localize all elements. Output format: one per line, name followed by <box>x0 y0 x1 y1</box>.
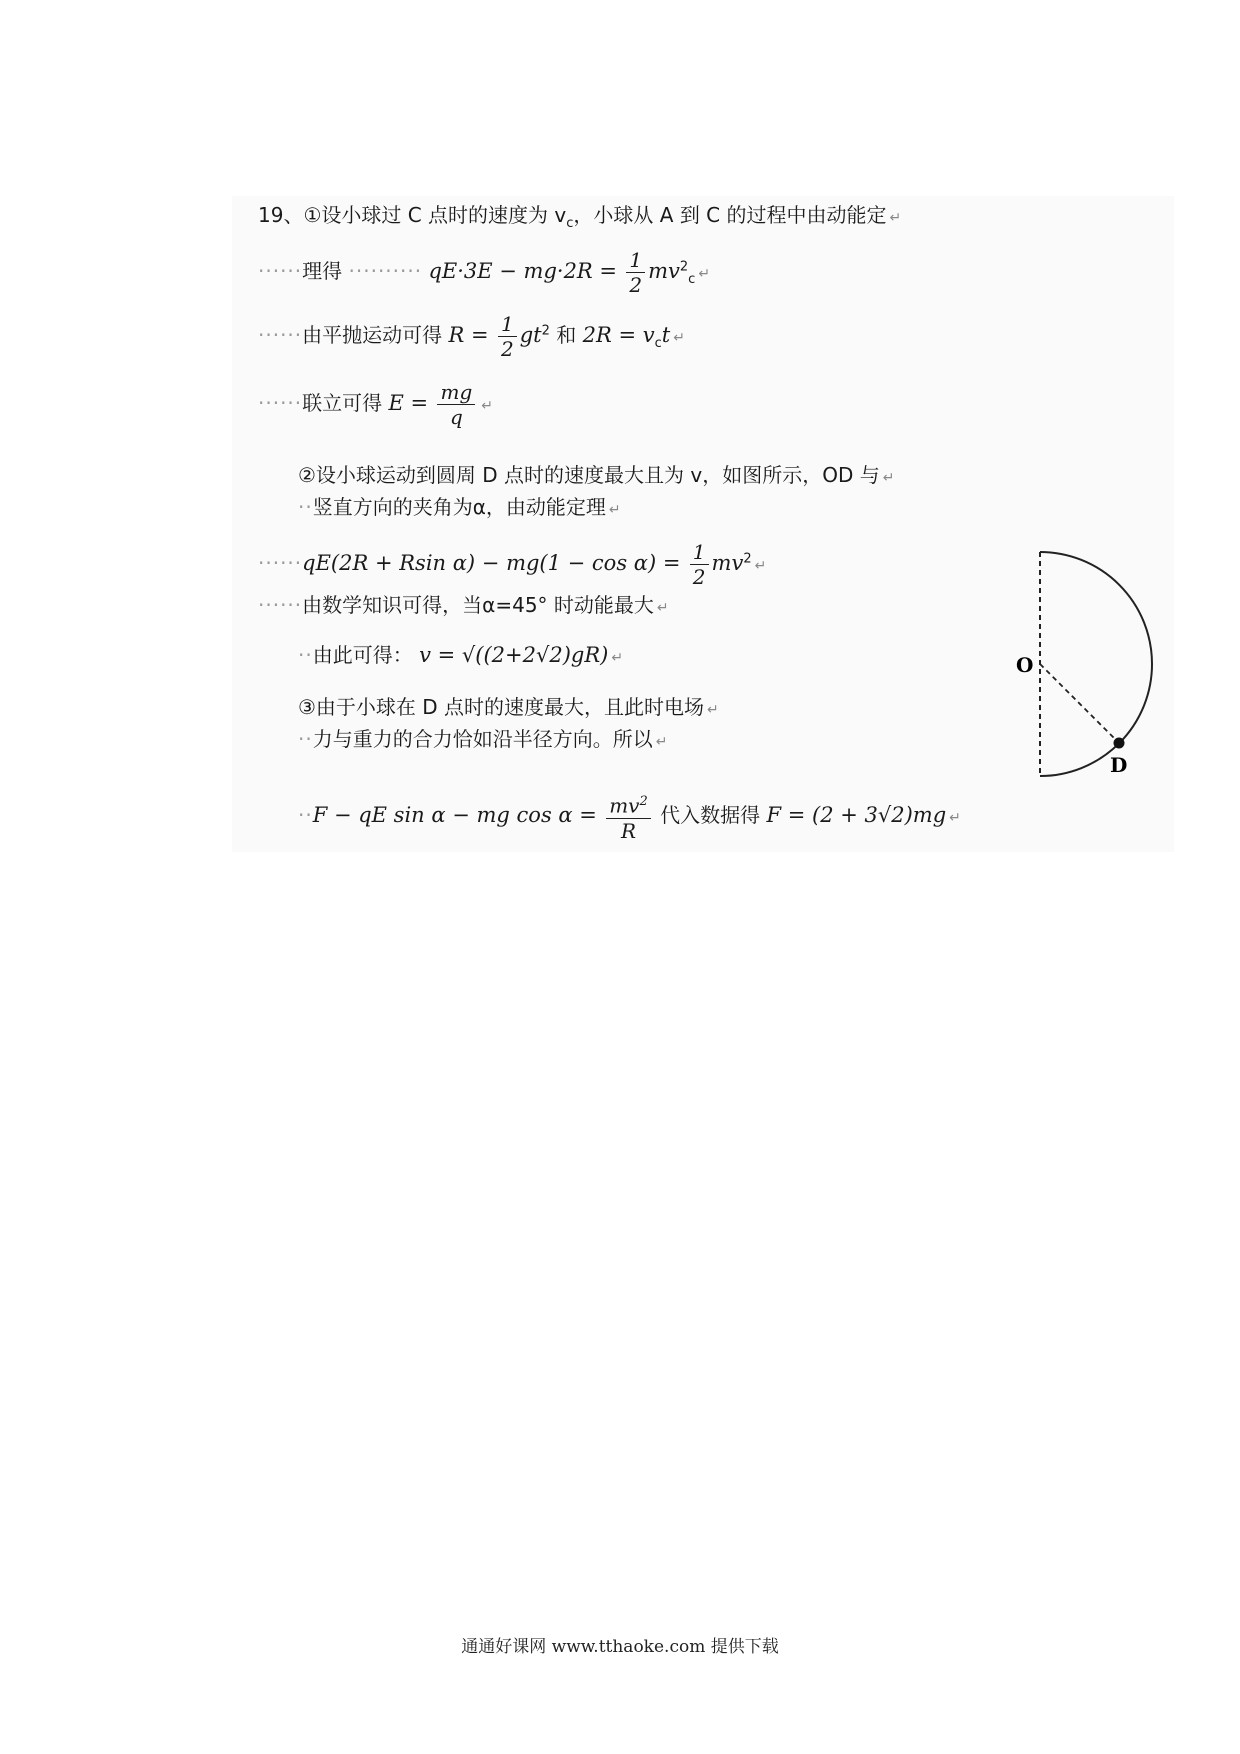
part2-intro-cont: ··竖直方向的夹角为α，由动能定理 ↵ <box>298 495 621 519</box>
part3-intro: ③由于小球在 D 点时的速度最大，且此时电场 ↵ <box>298 695 719 719</box>
part2-velocity-result: ··由此可得： v = √((2+2√2)gR) ↵ <box>298 643 624 667</box>
field-result: ······联立可得 E = $\frac{mg}{q}$ ↵ <box>258 380 493 429</box>
part2-max-condition: ······由数学知识可得，当α=45° 时动能最大 ↵ <box>258 593 669 617</box>
radius-od <box>1040 664 1119 743</box>
semicircle-diagram <box>1010 540 1170 780</box>
projectile-equation: ······由平抛运动可得 R = $\frac{1}{2}$ $gt^2$ 和 $2R = v_ct$ ↵ <box>258 312 685 361</box>
part2-energy-equation: ······qE(2R + Rsin α) − mg(1 − cos α) = $\frac{1}{2}$ $mv^2$ ↵ <box>258 540 767 589</box>
part1-intro: 19、①设小球过 C 点时的速度为 $v_c$，小球从 A 到 C 的过程中由动能定 ↵ <box>258 203 902 231</box>
point-d <box>1114 738 1125 749</box>
label-o: O <box>1016 653 1034 677</box>
part3-force-equation: ··F − qE sin α − mg cos α = $\frac{mv^2}{R}$ 代入数据得 F = (2 + 3√2)mg ↵ <box>298 790 961 843</box>
energy-equation: ······理得 ·········· qE·3E − mg·2R = $\frac{1}{2}$ $mv^2_c$ ↵ <box>258 248 711 297</box>
footer-text: 通通好课网 www.tthaoke.com 提供下载 <box>461 1637 779 1657</box>
label-d: D <box>1110 753 1128 777</box>
semicircle-arc <box>1040 552 1152 776</box>
part2-intro: ②设小球运动到圆周 D 点时的速度最大且为 v，如图所示，OD 与 ↵ <box>298 463 895 487</box>
part3-intro-cont: ··力与重力的合力恰如沿半径方向。所以 ↵ <box>298 727 668 751</box>
